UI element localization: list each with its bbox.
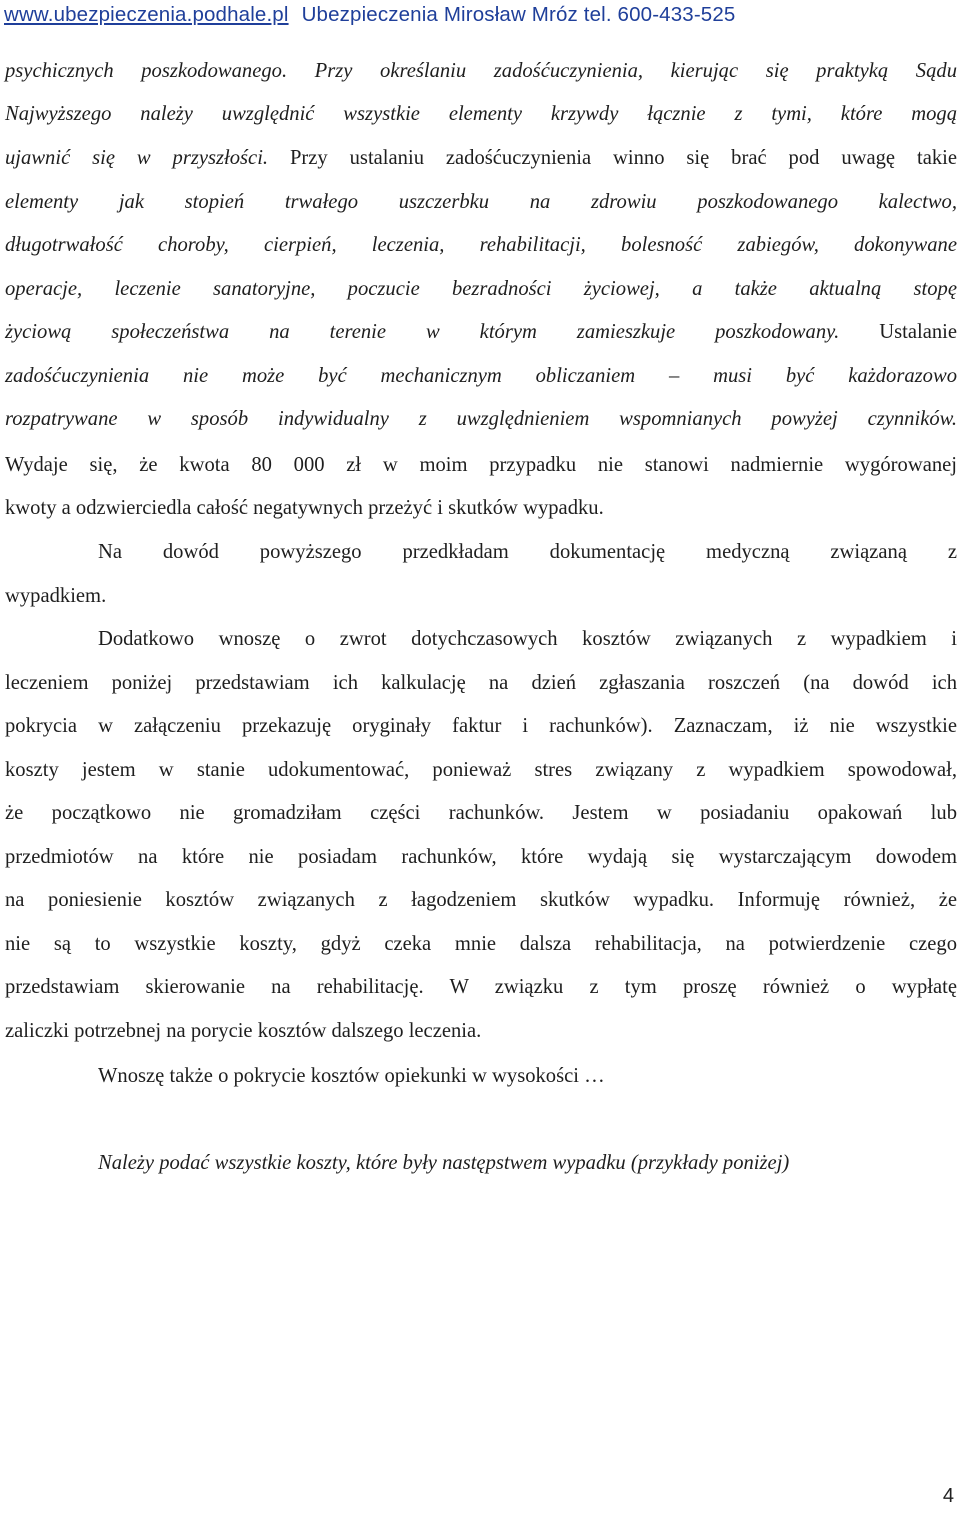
text-line [5, 969, 957, 1005]
text-segment: zadośćuczynienia nie może być mechanicznym obliczaniem – musi być każdorazowo [5, 365, 957, 387]
text-line [98, 534, 957, 570]
text-line [98, 621, 957, 657]
text-line [5, 795, 957, 831]
text-line [5, 665, 957, 701]
text-segment: życiową społeczeństwa na terenie w którym zamieszkuje poszkodowany. [5, 321, 840, 343]
text-line [5, 1013, 957, 1049]
text-segment: Wydaje się, że kwota 80 000 zł w moim przypadku nie stanowi nadmiernie wygórowanej [5, 454, 957, 476]
text-segment: psychicznych poszkodowanego. Przy określaniu zadośćuczynienia, kierując się praktyką Sądu [5, 60, 957, 82]
text-line [5, 708, 957, 744]
page-number: 4 [942, 1485, 954, 1507]
text-segment: rozpatrywane w sposób indywidualny z uwzględnieniem wspomnianych powyżej czynników. [5, 408, 957, 430]
text-line [98, 1058, 957, 1094]
text-line [5, 314, 957, 350]
text-segment: długotrwałość choroby, cierpień, leczenia, rehabilitacji, bolesność zabiegów, dokonywane [5, 234, 957, 256]
text-segment: Należy podać wszystkie koszty, które były następstwem wypadku (przykłady poniżej) [98, 1152, 790, 1174]
text-line [5, 140, 957, 176]
text-line [5, 926, 957, 962]
header-company-info: Ubezpieczenia Mirosław Mróz tel. 600-433-525 [301, 2, 736, 26]
text-line [5, 96, 957, 132]
text-segment: wypadkiem. [5, 585, 107, 607]
text-line [5, 227, 957, 263]
text-segment: elementy jak stopień trwałego uszczerbku na zdrowiu poszkodowanego kalectwo, [5, 191, 957, 213]
text-line [5, 447, 957, 483]
text-segment: operacje, leczenie sanatoryjne, poczucie bezradności życiowej, a także aktualną stopę [5, 278, 957, 300]
text-segment: Na dowód powyższego przedkładam dokumentację medyczną związaną z [98, 541, 957, 563]
text-segment: pokrycia w załączeniu przekazuję oryginały faktur i rachunków). Zaznaczam, iż nie wszystkie [5, 715, 957, 737]
text-line [5, 839, 957, 875]
text-line [5, 358, 957, 394]
text-segment: że początkowo nie gromadziłam części rachunków. Jestem w posiadaniu opakowań lub [5, 802, 957, 824]
text-line [5, 882, 957, 918]
text-segment: kwoty a odzwierciedla całość negatywnych przeżyć i skutków wypadku. [5, 497, 604, 519]
text-segment: leczeniem poniżej przedstawiam ich kalkulację na dzień zgłaszania roszczeń (na dowód ich [5, 672, 957, 694]
text-line [5, 490, 957, 526]
text-segment: przedstawiam skierowanie na rehabilitację. W związku z tym proszę również o wypłatę [5, 976, 957, 998]
text-segment: Najwyższego należy uwzględnić wszystkie elementy krzywdy łącznie z tymi, które mogą [5, 103, 957, 125]
text-line [5, 271, 957, 307]
text-line [5, 401, 957, 437]
text-segment: ujawnić się w przyszłości. [5, 147, 269, 169]
text-line [5, 184, 957, 220]
header-website-link[interactable]: www.ubezpieczenia.podhale.pl [4, 2, 289, 26]
text-segment: na poniesienie kosztów związanych z łagodzeniem skutków wypadku. Informuję również, że [5, 889, 957, 911]
text-segment: Przy ustalaniu zadośćuczynienia winno się brać pod uwagę takie [268, 147, 957, 169]
text-segment: nie są to wszystkie koszty, gdyż czeka mnie dalsza rehabilitacja, na potwierdzenie czego [5, 933, 957, 955]
text-segment: Ustalanie [839, 321, 958, 343]
text-segment: zaliczki potrzebnej na porycie kosztów dalszego leczenia. [5, 1020, 482, 1042]
text-segment: Wnoszę także o pokrycie kosztów opiekunki w wysokości … [98, 1065, 605, 1087]
text-segment: przedmiotów na które nie posiadam rachunków, które wydają się wystarczającym dowodem [5, 846, 957, 868]
text-line [5, 578, 957, 614]
text-line [98, 1145, 957, 1181]
text-segment: koszty jestem w stanie udokumentować, ponieważ stres związany z wypadkiem spowodował, [5, 759, 957, 781]
text-segment: Dodatkowo wnoszę o zwrot dotychczasowych kosztów związanych z wypadkiem i [98, 628, 957, 650]
text-line [5, 752, 957, 788]
text-line [5, 53, 957, 89]
